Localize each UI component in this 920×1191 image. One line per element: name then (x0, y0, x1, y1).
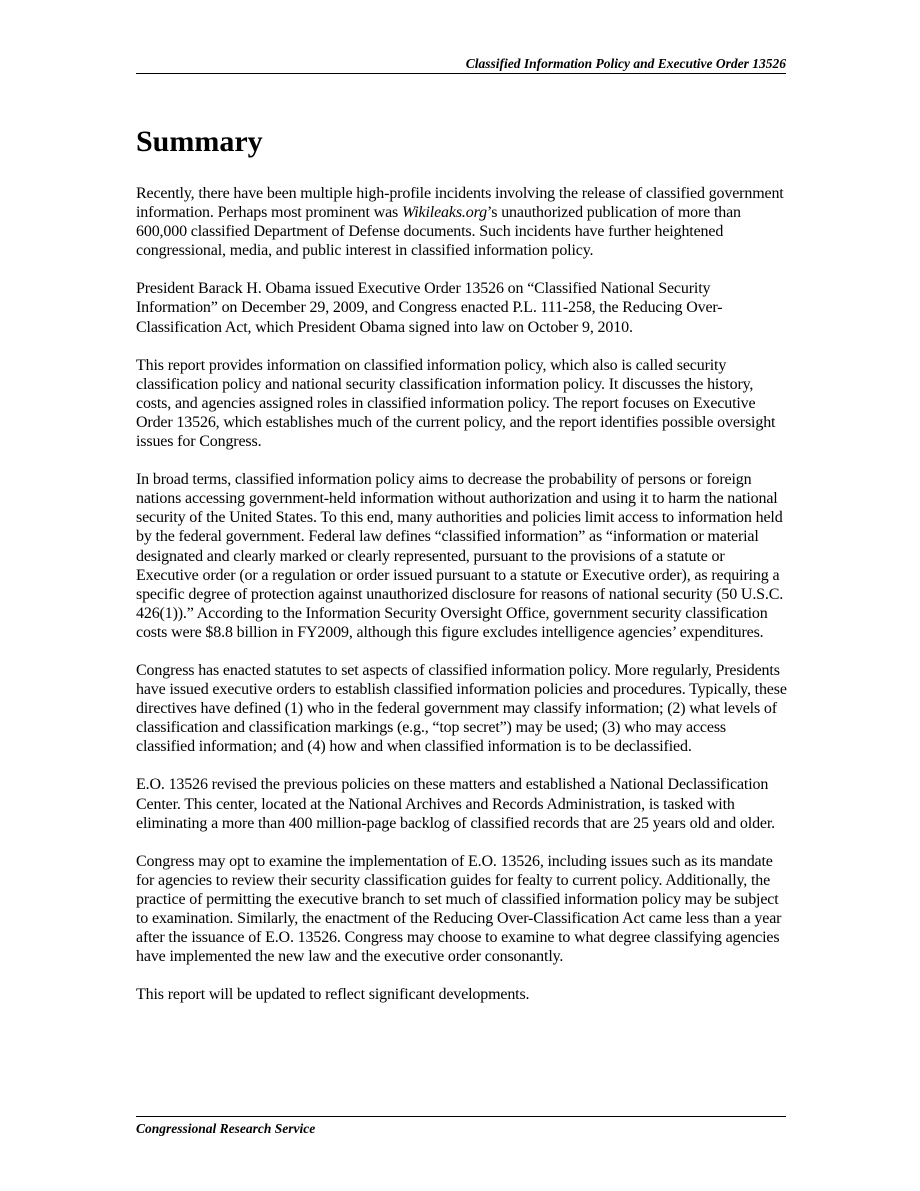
paragraph-1-text-a: Recently, there have been multiple high-profile incidents involving the release of classified government information. Perhaps most prominent was (136, 185, 784, 222)
summary-heading: Summary (136, 125, 263, 158)
running-footer: Congressional Research Service (136, 1121, 316, 1136)
paragraph-3: This report provides information on classified information policy, which also is called security classification policy and national security classification information policy. It discusses the history, costs, and agencies assigned roles in classified information policy. The report focuses on Executive Order 13526, which establishes much of the current policy, and the report identifies possible oversight issues for Congress. (136, 356, 776, 451)
paragraph-2: President Barack H. Obama issued Executive Order 13526 on “Classified National Security Information” on December 29, 2009, and Congress enacted P.L. 111-258, the Reducing Over-Classification Act, which President Obama signed into law on October 9, 2010. (136, 280, 723, 336)
paragraph-4: In broad terms, classified information policy aims to decrease the probability of persons or foreign nations accessing government-held information without authorization and using it to harm the national security of the United States. To this end, many authorities and policies limit access to information held by the federal government. Federal law defines “classified information” as “information or material designated and clearly marked or clearly represented, pursuant to the provisions of a statute or Executive order (or a regulation or order issued pursuant to a statute or Executive order), as requiring a specific degree of protection against unauthorized disclosure for reasons of national security (50 U.S.C. 426(1)).” According to the Information Security Oversight Office, government security classification costs were $8.8 billion in FY2009, although this figure excludes intelligence agencies’ expenditures. (136, 471, 784, 641)
summary-section (136, 120, 788, 1023)
paragraph-8: This report will be updated to reflect significant developments. (136, 986, 530, 1004)
paragraph-5: Congress has enacted statutes to set aspects of classified information policy. More regularly, Presidents have issued executive orders to establish classified information policies and procedures. Typically, these directives have defined (1) who in the federal government may classify information; (2) what levels of classification and classification markings (e.g., “top secret”) may be used; (3) who may access classified information; and (4) how and when classified information is to be declassified. (136, 661, 787, 756)
paragraph-7: Congress may opt to examine the implementation of E.O. 13526, including issues such as its mandate for agencies to review their security classification guides for fealty to current policy. Additionally, the practice of permitting the executive branch to set much of classified information policy may be subject to examination. Similarly, the enactment of the Reducing Over-Classification Act came less than a year after the issuance of E.O. 13526. Congress may choose to examine to what degree classifying agencies have implemented the new law and the executive order consonantly. (136, 852, 782, 966)
paragraph-1 (136, 184, 788, 260)
header-rule (136, 73, 786, 74)
running-header: Classified Information Policy and Executive Order 13526 (465, 56, 786, 71)
footer-rule (136, 1116, 786, 1117)
paragraph-6: E.O. 13526 revised the previous policies on these matters and established a National Declassification Center. This center, located at the National Archives and Records Administration, is tasked with eliminating a more than 400 million-page backlog of classified records that are 25 years old and older. (136, 776, 776, 832)
paragraph-1-text-b: ’s unauthorized publication of more than 600,000 classified Department of Defense documents. Such incidents have further heightened congressional, media, and public interest in classified information policy. (136, 204, 741, 260)
wikileaks-italic: Wikileaks.org (401, 204, 487, 222)
